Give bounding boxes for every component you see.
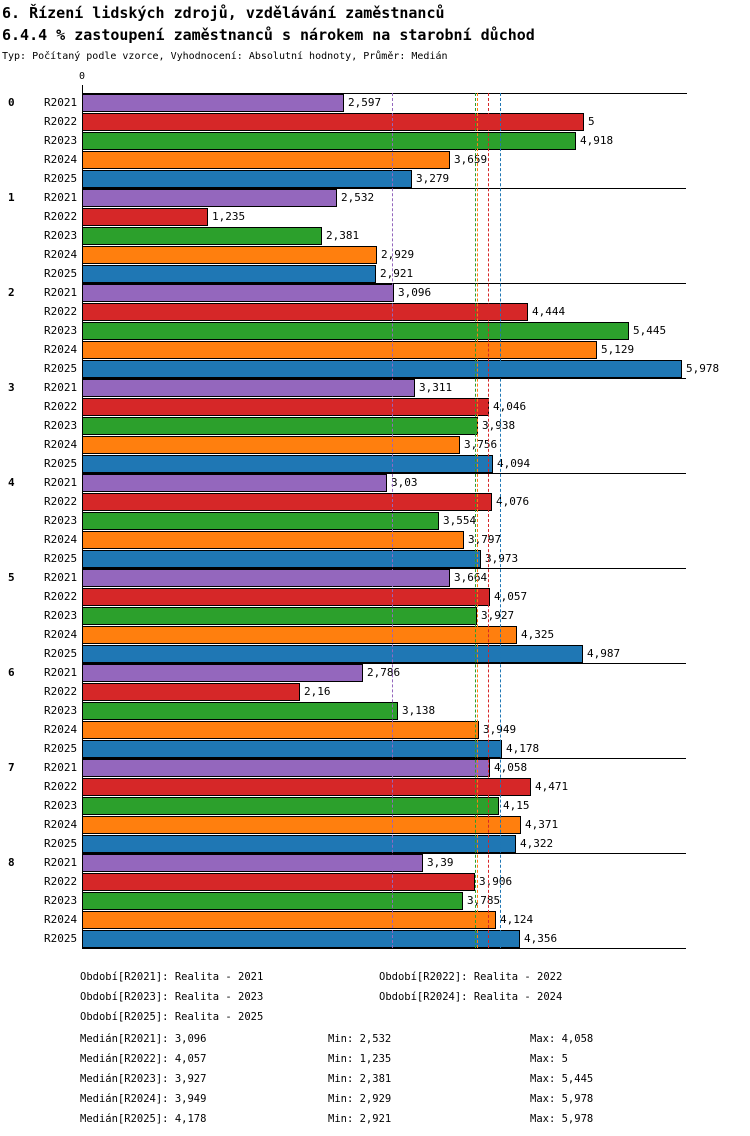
bar-value-label: 3,096 [398, 286, 432, 299]
bar [82, 911, 496, 929]
bar-row [0, 492, 750, 511]
axis-left-line [82, 93, 83, 949]
bar-group [0, 663, 750, 758]
bar-row [0, 606, 750, 625]
year-label: R2021 [44, 191, 78, 204]
bar-row [0, 568, 750, 587]
bar [82, 778, 531, 796]
year-label: R2022 [44, 400, 78, 413]
bar-value-label: 4,371 [525, 818, 559, 831]
bar [82, 759, 490, 777]
year-label: R2022 [44, 305, 78, 318]
stat-min: Min: 2,929 [328, 1093, 392, 1105]
bar [82, 113, 584, 131]
group-separator [82, 948, 686, 949]
chart-meta-line: Typ: Počítaný podle vzorce, Vyhodnocení: Absolutní hodnoty, Průměr: Medián [2, 51, 448, 62]
group-separator [82, 568, 686, 569]
year-label: R2025 [44, 837, 78, 850]
stat-max: Max: 4,058 [530, 1033, 594, 1045]
bar [82, 151, 450, 169]
year-label: R2023 [44, 704, 78, 717]
group-separator [82, 378, 686, 379]
bar-value-label: 4,356 [524, 932, 558, 945]
year-label: R2025 [44, 267, 78, 280]
bar [82, 474, 387, 492]
bar-value-label: 1,235 [212, 210, 246, 223]
bar-row [0, 131, 750, 150]
bar [82, 531, 464, 549]
legend-item: Období[R2025]: Realita - 2025 [80, 1011, 264, 1023]
group-label: 8 [8, 856, 15, 869]
chart-subtitle: 6.4.4 % zastoupení zaměstnanců s nárokem na starobní důchod [2, 26, 535, 44]
year-label: R2021 [44, 571, 78, 584]
bar-value-label: 2,929 [381, 248, 415, 261]
bar-row [0, 891, 750, 910]
bar-value-label: 3,785 [467, 894, 501, 907]
bar-row [0, 435, 750, 454]
bar-value-label: 3,973 [485, 552, 519, 565]
bar-row [0, 302, 750, 321]
group-separator [82, 188, 686, 189]
bar-value-label: 4,325 [521, 628, 555, 641]
year-label: R2023 [44, 514, 78, 527]
year-label: R2022 [44, 685, 78, 698]
group-separator [82, 283, 686, 284]
year-label: R2025 [44, 457, 78, 470]
stat-min: Min: 1,235 [328, 1053, 392, 1065]
axis-top-line [82, 93, 687, 94]
bar [82, 94, 344, 112]
bar [82, 303, 528, 321]
bar-row [0, 682, 750, 701]
bar-group [0, 758, 750, 853]
year-label: R2022 [44, 115, 78, 128]
bar [82, 170, 412, 188]
bar-group [0, 188, 750, 283]
bar [82, 398, 489, 416]
year-label: R2024 [44, 343, 78, 356]
bar [82, 645, 583, 663]
bar-row [0, 720, 750, 739]
bar [82, 626, 517, 644]
bar [82, 417, 478, 435]
year-label: R2023 [44, 134, 78, 147]
bar [82, 436, 460, 454]
bar-value-label: 4,046 [493, 400, 527, 413]
bar-row [0, 910, 750, 929]
year-label: R2025 [44, 742, 78, 755]
group-label: 1 [8, 191, 15, 204]
bar-group [0, 853, 750, 948]
stat-median: Medián[R2023]: 3,927 [80, 1073, 207, 1085]
bar-row [0, 188, 750, 207]
bar [82, 816, 521, 834]
year-label: R2024 [44, 628, 78, 641]
year-label: R2022 [44, 495, 78, 508]
group-separator [82, 663, 686, 664]
bar-value-label: 4,057 [494, 590, 528, 603]
bar-row [0, 264, 750, 283]
group-label: 2 [8, 286, 15, 299]
bar-value-label: 4,15 [503, 799, 530, 812]
bar-value-label: 4,124 [500, 913, 534, 926]
year-label: R2025 [44, 647, 78, 660]
bar-value-label: 2,786 [367, 666, 401, 679]
bar-row [0, 321, 750, 340]
bar-value-label: 5,129 [601, 343, 635, 356]
bar-value-label: 2,381 [326, 229, 360, 242]
bar [82, 588, 490, 606]
group-label: 6 [8, 666, 15, 679]
group-label: 0 [8, 96, 15, 109]
bar [82, 740, 502, 758]
bar-value-label: 4,058 [494, 761, 528, 774]
bar-row [0, 511, 750, 530]
bar-value-label: 4,444 [532, 305, 566, 318]
bar [82, 246, 377, 264]
stat-max: Max: 5,978 [530, 1093, 594, 1105]
year-label: R2021 [44, 761, 78, 774]
bar-value-label: 3,906 [479, 875, 513, 888]
year-label: R2024 [44, 153, 78, 166]
bar-value-label: 3,138 [402, 704, 436, 717]
bar [82, 835, 516, 853]
year-label: R2022 [44, 780, 78, 793]
bar-row [0, 663, 750, 682]
bar-row [0, 853, 750, 872]
chart-title: 6. Řízení lidských zdrojů, vzdělávání zaměstnanců [2, 4, 445, 22]
bar [82, 702, 398, 720]
group-label: 7 [8, 761, 15, 774]
bar-row [0, 777, 750, 796]
bar-value-label: 3,927 [481, 609, 515, 622]
bar-row [0, 378, 750, 397]
bar-row [0, 739, 750, 758]
bar-row [0, 872, 750, 891]
year-label: R2023 [44, 229, 78, 242]
year-label: R2022 [44, 875, 78, 888]
year-label: R2024 [44, 818, 78, 831]
stat-min: Min: 2,532 [328, 1033, 392, 1045]
bar-row [0, 226, 750, 245]
bar-row [0, 340, 750, 359]
year-label: R2024 [44, 913, 78, 926]
stat-max: Max: 5,445 [530, 1073, 594, 1085]
year-label: R2022 [44, 210, 78, 223]
bar-row [0, 397, 750, 416]
year-label: R2025 [44, 932, 78, 945]
bar-group [0, 378, 750, 473]
bar-value-label: 4,322 [520, 837, 554, 850]
year-label: R2025 [44, 172, 78, 185]
bar-value-label: 5,445 [633, 324, 667, 337]
bar [82, 512, 439, 530]
group-label: 3 [8, 381, 15, 394]
year-label: R2021 [44, 381, 78, 394]
bar-value-label: 3,279 [416, 172, 450, 185]
bar-value-label: 3,03 [391, 476, 418, 489]
bar [82, 550, 481, 568]
legend-item: Období[R2024]: Realita - 2024 [379, 991, 563, 1003]
bar-row [0, 283, 750, 302]
year-label: R2021 [44, 476, 78, 489]
stat-median: Medián[R2024]: 3,949 [80, 1093, 207, 1105]
bar [82, 930, 520, 948]
bar-row [0, 758, 750, 777]
stat-min: Min: 2,921 [328, 1113, 392, 1125]
bar-row [0, 701, 750, 720]
bar [82, 265, 376, 283]
bar [82, 360, 682, 378]
bar-group [0, 93, 750, 188]
bar-value-label: 3,554 [443, 514, 477, 527]
year-label: R2023 [44, 799, 78, 812]
bar-value-label: 4,987 [587, 647, 621, 660]
bar-row [0, 150, 750, 169]
legend-item: Období[R2021]: Realita - 2021 [80, 971, 264, 983]
year-label: R2022 [44, 590, 78, 603]
bar-value-label: 3,664 [454, 571, 488, 584]
bar [82, 892, 463, 910]
year-label: R2023 [44, 324, 78, 337]
year-label: R2025 [44, 362, 78, 375]
bar-group [0, 568, 750, 663]
bar-value-label: 4,076 [496, 495, 530, 508]
bar-value-label: 2,921 [380, 267, 414, 280]
bar-value-label: 3,39 [427, 856, 454, 869]
bar-group [0, 473, 750, 568]
bar-row [0, 112, 750, 131]
group-label: 4 [8, 476, 15, 489]
bar-row [0, 625, 750, 644]
bar-row [0, 644, 750, 663]
bar-value-label: 3,938 [482, 419, 516, 432]
year-label: R2021 [44, 856, 78, 869]
bar-row [0, 834, 750, 853]
bar-value-label: 4,471 [535, 780, 569, 793]
bar-value-label: 5,978 [686, 362, 720, 375]
bar-value-label: 5 [588, 115, 595, 128]
bar [82, 873, 475, 891]
year-label: R2024 [44, 533, 78, 546]
bar-row [0, 530, 750, 549]
bar-row [0, 245, 750, 264]
group-separator [82, 853, 686, 854]
year-label: R2023 [44, 609, 78, 622]
bar-value-label: 2,16 [304, 685, 331, 698]
bar [82, 607, 477, 625]
bar-row [0, 416, 750, 435]
bar-value-label: 3,756 [464, 438, 498, 451]
bar-row [0, 473, 750, 492]
bar-row [0, 587, 750, 606]
bar-value-label: 4,918 [580, 134, 614, 147]
year-label: R2023 [44, 894, 78, 907]
bar-row [0, 929, 750, 948]
bar-value-label: 4,178 [506, 742, 540, 755]
stat-median: Medián[R2022]: 4,057 [80, 1053, 207, 1065]
stat-median: Medián[R2025]: 4,178 [80, 1113, 207, 1125]
year-label: R2024 [44, 248, 78, 261]
bar [82, 854, 423, 872]
stat-max: Max: 5,978 [530, 1113, 594, 1125]
bar-value-label: 3,797 [468, 533, 502, 546]
legend-item: Období[R2022]: Realita - 2022 [379, 971, 563, 983]
bar-group [0, 283, 750, 378]
bar [82, 455, 493, 473]
axis-origin-tick-label: 0 [79, 71, 86, 82]
legend-item: Období[R2023]: Realita - 2023 [80, 991, 264, 1003]
bar [82, 797, 499, 815]
bar [82, 341, 597, 359]
year-label: R2021 [44, 96, 78, 109]
bar [82, 208, 208, 226]
group-separator [82, 758, 686, 759]
bar [82, 189, 337, 207]
year-label: R2024 [44, 438, 78, 451]
stat-min: Min: 2,381 [328, 1073, 392, 1085]
bar-row [0, 169, 750, 188]
bar-row [0, 207, 750, 226]
bar [82, 721, 479, 739]
stat-max: Max: 5 [530, 1053, 568, 1065]
year-label: R2025 [44, 552, 78, 565]
bar-value-label: 2,597 [348, 96, 382, 109]
bar [82, 569, 450, 587]
bar [82, 664, 363, 682]
bar-value-label: 3,949 [483, 723, 517, 736]
group-label: 5 [8, 571, 15, 584]
bar-row [0, 549, 750, 568]
bar-row [0, 454, 750, 473]
bar [82, 493, 492, 511]
bar [82, 379, 415, 397]
bar [82, 132, 576, 150]
bar-row [0, 93, 750, 112]
bar-value-label: 4,094 [497, 457, 531, 470]
bar [82, 322, 629, 340]
bar-row [0, 796, 750, 815]
bar-value-label: 3,311 [419, 381, 453, 394]
year-label: R2021 [44, 286, 78, 299]
bar [82, 683, 300, 701]
year-label: R2024 [44, 723, 78, 736]
bar-row [0, 815, 750, 834]
year-label: R2021 [44, 666, 78, 679]
bar-row [0, 359, 750, 378]
group-separator [82, 473, 686, 474]
bar-value-label: 3,659 [454, 153, 488, 166]
bar-value-label: 2,532 [341, 191, 375, 204]
stat-median: Medián[R2021]: 3,096 [80, 1033, 207, 1045]
bar [82, 284, 394, 302]
bar [82, 227, 322, 245]
year-label: R2023 [44, 419, 78, 432]
